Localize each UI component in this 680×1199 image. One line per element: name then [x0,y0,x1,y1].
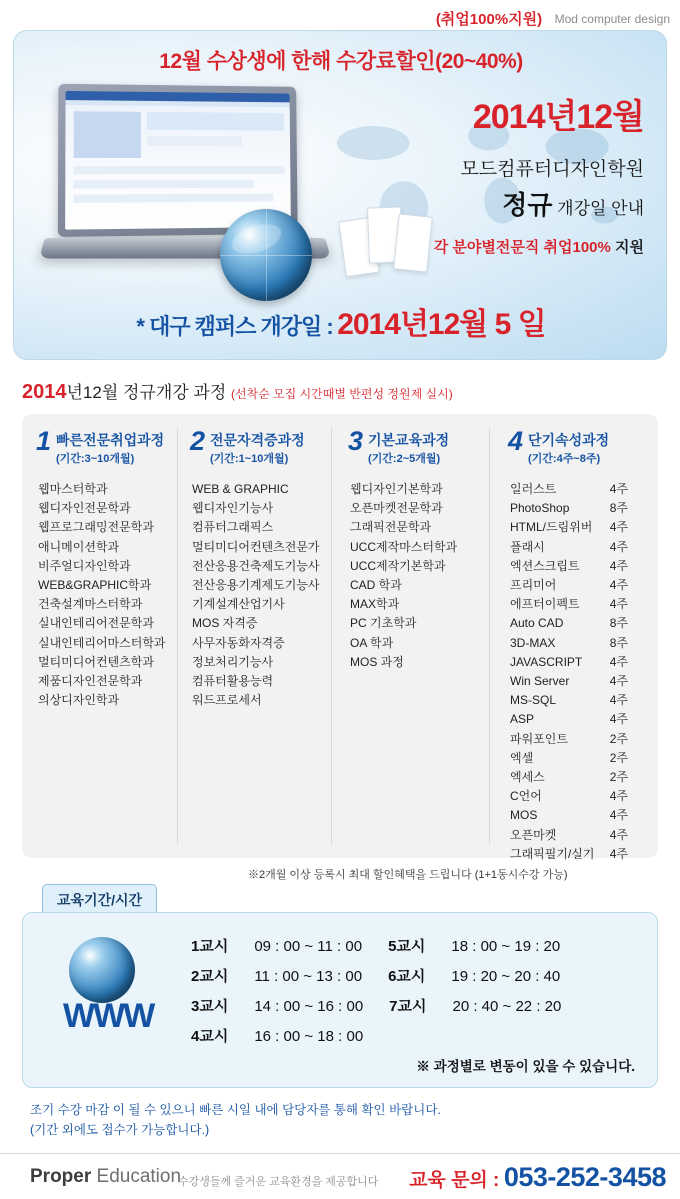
hero-year-month: 2014년12월 [472,98,644,136]
period-label: 7교시 [389,998,427,1015]
course-label: 파워포인트 [510,731,568,746]
list-item [510,691,650,710]
campus-open-date: 2014년12월 5 일 [337,308,546,341]
list-item: WEB&GRAPHIC학과 [38,578,152,593]
course-label: Auto CAD [510,616,564,631]
www-text: WWW [63,997,154,1035]
schedule-row [191,995,561,1016]
course-label: 엑세스 [510,770,545,785]
list-item [510,499,650,518]
course-label: PhotoShop [510,501,570,516]
hero-text-block [324,89,644,257]
opening-notice [324,185,644,222]
list-item [510,806,650,825]
list-item: 웹디자인기본학과 [350,482,443,496]
hero-banner [13,30,667,360]
list-item [510,845,650,864]
schedule-row [191,935,561,956]
course-column-2 [182,428,332,844]
list-item: 기계설계산업기사 [192,597,285,612]
course-label: 플래시 [510,539,545,554]
course-label: 엑셀 [510,750,534,765]
schedule-footnote: ※ 과정별로 변동이 있을 수 있습니다. [416,1059,635,1074]
schedule-panel [22,912,658,1088]
list-item [510,634,650,653]
list-item: 정보처리기능사 [192,654,274,669]
course-label: 엑션스크립트 [510,558,580,573]
list-item [510,614,650,633]
brand-logo-rest: Education [91,1166,182,1187]
list-item: 오픈마켓전문학과 [350,501,443,516]
contact-label: 교육 문의 : [409,1170,500,1191]
period-time: 14 : 00 ~ 16 : 00 [254,998,364,1015]
academy-name: 모드컴퓨터디자인학원 [460,159,644,180]
list-item: 실내인테리어마스터학과 [38,635,166,650]
list-item: PC 기초학과 [350,616,417,631]
list-item [510,710,650,729]
column-title: 빠른전문취업과정 [56,432,165,448]
support-dark-text: 지원 [615,239,644,256]
course-weeks: 4주 [609,578,628,593]
course-column-4 [500,426,650,861]
courses-section-title [22,378,662,404]
list-item [510,653,650,672]
column-title: 기본교육과정 [368,432,450,448]
course-label: ASP [510,712,535,727]
list-item [510,749,650,768]
list-item [510,480,650,499]
course-label: 프리미어 [510,578,557,593]
list-item: UCC제작마스터학과 [350,539,458,554]
course-column-1 [28,428,178,844]
period-time: 19 : 20 ~ 20 : 40 [451,968,561,985]
course-weeks: 4주 [609,846,628,861]
course-label: MOS [510,808,538,823]
list-item: 애니메이션학과 [38,539,120,554]
list-item [510,787,650,806]
list-item: 실내인테리어전문학과 [38,616,154,631]
list-item: 의상디자인학과 [38,693,120,708]
course-label: MS-SQL [510,693,557,708]
list-item: OA 학과 [350,635,394,650]
list-item: 컴퓨터활용능력 [192,674,274,689]
list-item: 워드프로세서 [192,693,262,708]
period-label: 1교시 [191,938,229,955]
period-time: 09 : 00 ~ 11 : 00 [254,938,363,955]
course-column-3 [340,428,490,844]
list-item: 멀티미디어컨텐츠학과 [38,654,154,669]
top-strip [0,8,680,30]
list-item: 웹마스터학과 [38,482,108,496]
list-item: 웹디자인기능사 [192,501,274,516]
hero-headline: 12월 수상생에 한해 수강료할인(20~40%) [159,50,523,73]
course-grid [22,414,658,861]
list-item: 전산응용건축제도기능사 [192,558,320,573]
period-time: 18 : 00 ~ 19 : 20 [451,938,561,955]
course-weeks: 4주 [609,654,628,669]
period-label: 6교시 [388,968,426,985]
course-list-2 [190,480,331,710]
list-item [510,576,650,595]
globe-icon [69,937,135,1003]
discount-note: ※2개월 이상 등록시 최대 할인혜택을 드립니다 (1+1동시수강 가능) [248,869,568,881]
opening-notice-rest: 개강일 안내 [552,199,644,218]
list-item: MAX학과 [350,597,400,612]
campus-open-date-row [14,299,667,343]
period-label: 2교시 [191,968,229,985]
support-line [324,236,644,257]
column-period: (기간:1~10개월) [210,453,289,465]
list-item: 제품디자인전문학과 [38,674,143,689]
contact-phone-number[interactable]: 053-252-3458 [503,1162,666,1192]
column-title: 단기속성과정 [528,432,610,448]
column-number: 2 [190,426,206,456]
course-weeks: 4주 [609,712,628,727]
course-weeks: 4주 [609,520,628,535]
course-label: C언어 [510,789,542,804]
column-number: 3 [348,426,364,456]
list-item: 컴퓨터그래픽스 [192,520,274,535]
schedule-row [191,1025,561,1046]
schedule-row [191,965,561,986]
section-year: 2014 [22,381,67,403]
course-weeks: 4주 [609,674,628,689]
course-list-4 [508,480,650,864]
schedule-badge: 교육기간/시간 [42,884,157,916]
list-item [510,518,650,537]
course-weeks: 4주 [609,827,628,842]
column-title: 전문자격증과정 [210,432,305,448]
course-weeks: 4주 [609,539,628,554]
course-weeks: 2주 [609,731,628,746]
period-time: 20 : 40 ~ 22 : 20 [452,998,562,1015]
section-title-mid: 정규개강 과정 [118,383,231,402]
period-label: 4교시 [191,1028,229,1045]
list-item: WEB & GRAPHIC [192,482,289,496]
column-period: (기간:2~5개월) [368,453,441,465]
list-item: 웹디자인전문학과 [38,501,131,516]
list-item: 전산응용기계제도기능사 [192,578,320,593]
list-item: 사무자동화자격증 [192,635,285,650]
course-weeks: 8주 [609,616,628,631]
course-weeks: 4주 [609,482,628,496]
course-weeks: 4주 [609,597,628,612]
section-title-note: (선착순 모집 시간때별 반편성 정원제 실시) [230,387,453,401]
column-period: (기간:3~10개월) [56,453,135,465]
course-label: 오픈마켓 [510,827,557,842]
course-weeks: 8주 [609,501,628,516]
section-year-suffix: 년12월 [66,383,119,402]
course-weeks: 4주 [609,789,628,804]
brand-tagline: 수강생들께 즐거운 교육환경을 제공합니다 [178,1176,379,1188]
period-label: 5교시 [388,938,426,955]
employment-support-highlight: (취업100%지원) [435,11,543,28]
course-column-2-header [190,428,331,476]
course-weeks: 4주 [609,558,628,573]
list-item: 멀티미디어컨텐츠전문가 [192,539,320,554]
campus-open-label: * 대구 캠퍼스 개강일 : [136,314,333,339]
list-item: 웹프로그래밍전문학과 [38,520,154,535]
course-list-3 [348,480,489,672]
course-label: 3D-MAX [510,635,556,650]
course-label: 그래픽필기/실기 [510,846,595,861]
course-weeks: 4주 [609,693,628,708]
list-item [510,826,650,845]
brand-logo [30,1166,181,1188]
course-label: 에프터이펙트 [510,597,580,612]
list-item [510,538,650,557]
brand-logo-bold: Proper [30,1166,92,1187]
globe-icon [220,209,312,301]
course-weeks: 8주 [609,635,628,650]
regular-label: 정규 [502,190,553,220]
list-item: CAD 학과 [350,578,402,593]
laptop-illustration [42,79,342,299]
bottom-note-1: 조기 수강 마감 이 될 수 있으니 빠른 시일 내에 담당자를 통해 확인 바랍니다. [30,1103,441,1117]
course-column-3-header [348,428,489,476]
contact-block[interactable] [409,1162,666,1193]
list-item [510,730,650,749]
period-time: 11 : 00 ~ 13 : 00 [254,968,363,985]
course-label: 일러스트 [510,482,557,496]
column-number: 4 [508,426,524,456]
course-weeks: 4주 [609,808,628,823]
list-item: MOS 과정 [350,654,404,669]
list-item: 그래픽전문학과 [350,520,432,535]
support-red-text: 각 분야별전문직 취업100% [433,239,616,256]
bottom-note-2: (기간 외에도 접수가 가능합니다.) [30,1123,210,1137]
course-label: JAVASCRIPT [510,654,583,669]
period-time: 16 : 00 ~ 18 : 00 [254,1028,364,1045]
course-label: HTML/드림위버 [510,520,593,535]
course-weeks: 2주 [609,750,628,765]
list-item [510,595,650,614]
course-list-1 [36,480,177,710]
column-number: 1 [36,426,52,456]
period-label: 3교시 [191,998,229,1015]
list-item [510,672,650,691]
course-weeks: 2주 [609,770,628,785]
list-item: 건축설계마스터학과 [38,597,143,612]
course-column-4-header [508,428,650,476]
list-item: 비주얼디자인학과 [38,558,131,573]
list-item [510,768,650,787]
column-period: (기간:4주~8주) [528,453,601,465]
footer-bar [0,1153,680,1199]
schedule-rows [191,935,561,1055]
course-column-1-header [36,428,177,476]
list-item: MOS 자격증 [192,616,258,631]
course-label: Win Server [510,674,570,689]
design-credit: Mod computer design [554,11,670,26]
list-item [510,557,650,576]
list-item: UCC제작기본학과 [350,558,446,573]
